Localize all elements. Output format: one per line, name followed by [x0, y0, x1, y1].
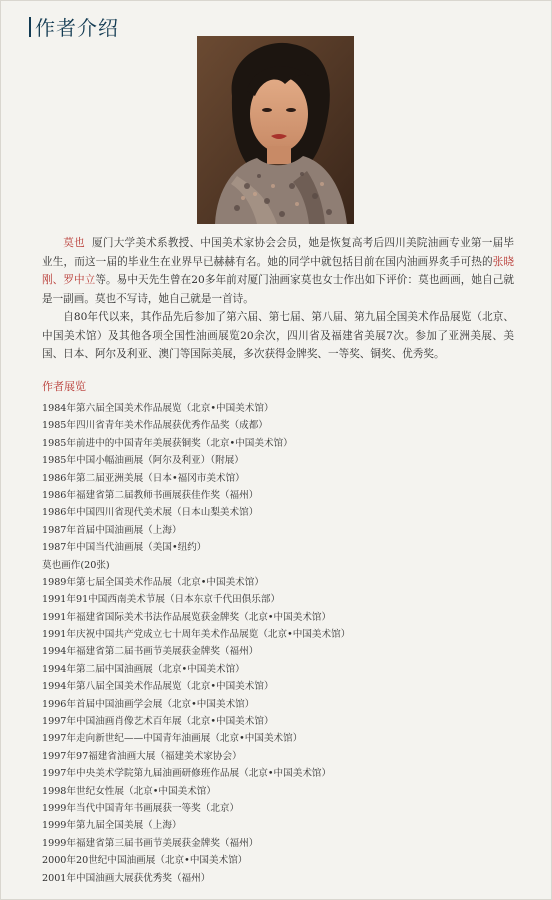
exhibition-item: 1985年前进中的中国青年美展获铜奖（北京•中国美术馆）: [42, 437, 293, 449]
author-bio: [42, 234, 514, 364]
exhibition-item: 1998年世纪女性展（北京•中国美术馆）: [42, 785, 216, 797]
exhibition-item: 1989年第七届全国美术作品展（北京•中国美术馆）: [42, 576, 264, 588]
exhibition-item: 1997年走向新世纪——中国青年油画展（北京•中国美术馆）: [42, 733, 303, 745]
exhibition-item: 1986年福建省第二届教师书画展获佳作奖（福州）: [42, 489, 259, 501]
exhibition-item: 1987年中国当代油画展（美国•纽约）: [42, 542, 207, 554]
bio-text-1a: 厦门大学美术系教授、中国美术家协会会员，她是恢复高考后四川美院油画专业第一届毕业生，而这一届的毕业生在业界早已赫赫有名。她的同学中就包括目前在国内油画界炙手可热的: [42, 237, 514, 268]
exhibition-item: 莫也画作(20张): [42, 559, 110, 571]
author-name: 莫也: [63, 237, 85, 249]
exhibition-item: 1994年第二届中国油画展（北京•中国美术馆）: [42, 663, 245, 675]
title-bar-icon: [29, 17, 31, 37]
classmate-names: 张晓刚、罗中立: [42, 255, 515, 286]
exhibition-item: 1985年中国小幅油画展（阿尔及利亚）（附展）: [42, 455, 244, 467]
exhibition-item: 1991年庆祝中国共产党成立七十周年美术作品展览（北京•中国美术馆）: [42, 629, 351, 641]
exhibition-item: 1997年97福建省油画大展（福建美术家协会）: [42, 750, 242, 762]
exhibitions-heading: 作者展览: [42, 380, 86, 393]
exhibition-item: 1991年福建省国际美术书法作品展览获金牌奖（北京•中国美术馆）: [42, 611, 332, 623]
page-title: [29, 12, 119, 41]
exhibition-item: 1986年中国四川省现代美术展（日本山梨美术馆）: [42, 507, 259, 519]
exhibition-item: 1994年福建省第二届书画节美展获金牌奖（福州）: [42, 646, 259, 658]
exhibition-item: 2000年20世纪中国油画展（北京•中国美术馆）: [42, 855, 248, 867]
portrait-image: [197, 36, 354, 224]
exhibition-list: [42, 400, 512, 887]
bio-paragraph-2: 自80年代以来，其作品先后参加了第六届、第七届、第八届、第九届全国美术作品展览（北京、中国美术馆）及其他各项全国性油画展览20余次，四川省及福建省美展7次。参加了亚洲美展、美国、日本、阿尔及利亚、澳门等国际美展，多次获得金牌奖、一等奖、铜奖、优秀奖。: [42, 311, 514, 360]
exhibition-item: 1999年第九届全国美展（上海）: [42, 820, 182, 832]
exhibition-item: 1987年首届中国油画展（上海）: [42, 524, 182, 536]
author-portrait: [197, 36, 354, 224]
exhibition-item: 1984年第六届全国美术作品展览（北京•中国美术馆）: [42, 403, 274, 414]
page-title-text: 作者介绍: [35, 16, 119, 40]
exhibition-item: 2001年中国油画大展获优秀奖（福州）: [42, 872, 211, 884]
exhibition-item: 1999年福建省第三届书画节美展获金牌奖（福州）: [42, 837, 259, 849]
exhibition-item: 1997年中央美术学院第九届油画研修班作品展（北京•中国美术馆）: [42, 768, 332, 780]
bio-text-1b: 等。易中天先生曾在20多年前对厦门油画家莫也女士作出如下评价：莫也画画，她自己就是一副画。莫也不写诗，她自己就是一首诗。: [42, 274, 515, 305]
exhibition-item: 1985年四川省青年美术作品展获优秀作品奖（成都）: [42, 420, 268, 432]
bio-paragraph-1: [42, 234, 514, 308]
exhibition-item: 1999年当代中国青年书画展获一等奖（北京）: [42, 802, 240, 814]
exhibition-item: 1997年中国油画肖像艺术百年展（北京•中国美术馆）: [42, 716, 274, 728]
exhibition-item: 1996年首届中国油画学会展（北京•中国美术馆）: [42, 698, 255, 710]
exhibition-item: 1986年第二届亚洲美展（日本•福冈市美术馆）: [42, 472, 245, 484]
exhibition-item: 1991年91中国西南美术节展（日本东京千代田俱乐部）: [42, 594, 281, 606]
exhibition-item: 1994年第八届全国美术作品展览（北京•中国美术馆）: [42, 681, 274, 693]
